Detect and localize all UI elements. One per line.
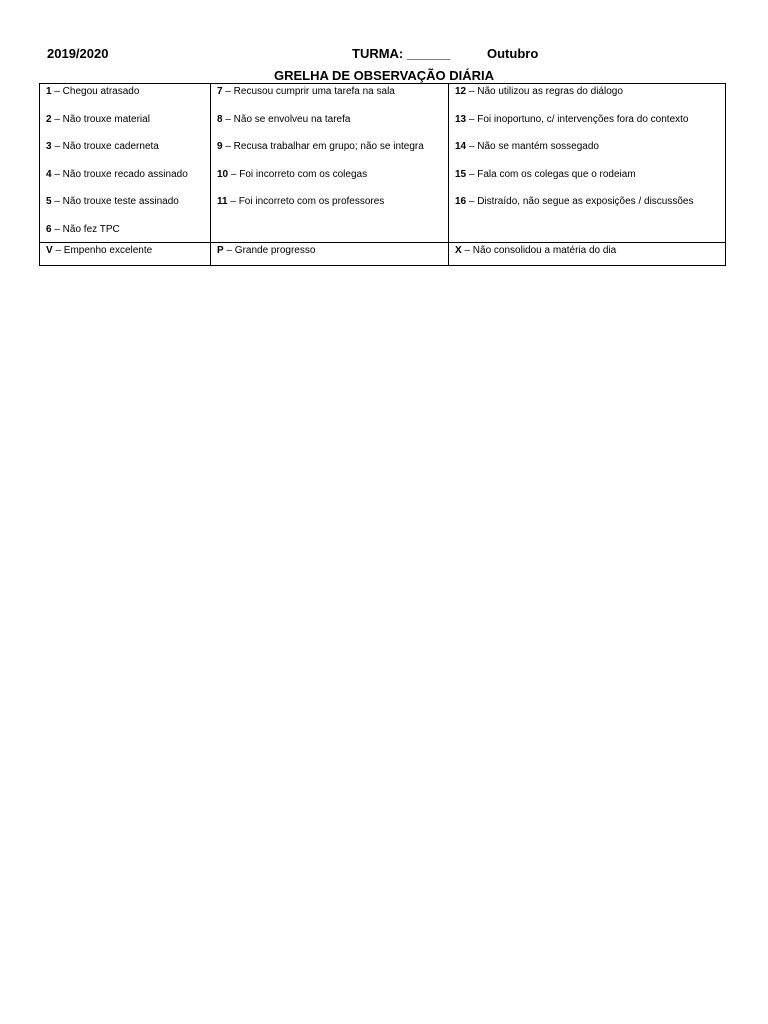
criterion-item xyxy=(46,196,204,224)
criterion-number: 2 xyxy=(46,113,52,125)
school-year: 2019/2020 xyxy=(47,46,109,61)
criterion-item xyxy=(217,86,442,114)
criteria-column-1 xyxy=(40,84,211,243)
criterion-number: 11 xyxy=(217,196,228,207)
criterion-text: – Não trouxe teste assinado xyxy=(51,196,179,207)
criterion-text: – Não trouxe recado assinado xyxy=(51,168,188,180)
criterion-number: 7 xyxy=(217,86,223,97)
criterion-text: – Recusou cumprir uma tarefa na sala xyxy=(222,86,395,97)
observation-grid xyxy=(39,83,726,266)
criterion-text: – Distraído, não segue as exposições / discussões xyxy=(466,196,694,207)
criterion-text: – Não trouxe caderneta xyxy=(51,141,159,152)
criterion-text: – Foi incorreto com os colegas xyxy=(228,168,368,180)
legend-text: – Grande progresso xyxy=(223,244,316,256)
criterion-number: 12 xyxy=(455,86,467,97)
criterion-text: – Foi inoportuno, c/ intervenções fora do contexto xyxy=(466,113,689,125)
criterion-text: – Não se mantém sossegado xyxy=(466,141,599,152)
criterion-item xyxy=(455,169,719,197)
document-title-text: GRELHA DE OBSERVAÇÃO DIÁRIA xyxy=(273,68,495,83)
criterion-item xyxy=(455,86,719,114)
criterion-item xyxy=(217,141,442,169)
criterion-number: 13 xyxy=(455,113,467,125)
criterion-text: – Não utilizou as regras do diálogo xyxy=(466,86,623,97)
criterion-item xyxy=(46,169,204,197)
criterion-number: 16 xyxy=(455,196,467,207)
criterion-item xyxy=(46,224,204,238)
criterion-item xyxy=(455,196,719,210)
legend-text: – Não consolidou a matéria do dia xyxy=(461,244,617,256)
criterion-number: 6 xyxy=(46,223,52,235)
criterion-item xyxy=(217,114,442,142)
legend-cell xyxy=(40,242,211,265)
criterion-text: – Fala com os colegas que o rodeiam xyxy=(466,168,636,180)
criterion-text: – Não fez TPC xyxy=(51,223,120,235)
legend-code: X xyxy=(455,244,462,256)
legend-text: – Empenho excelente xyxy=(52,244,153,256)
criterion-number: 5 xyxy=(46,196,52,207)
criterion-number: 1 xyxy=(46,86,52,97)
criterion-number: 8 xyxy=(217,113,223,125)
criteria-row xyxy=(40,84,726,243)
criterion-item xyxy=(455,114,719,142)
criterion-text: – Não se envolveu na tarefa xyxy=(222,113,351,125)
criterion-item xyxy=(455,141,719,169)
legend-code: P xyxy=(217,244,224,256)
criterion-number: 9 xyxy=(217,141,223,152)
document-title xyxy=(0,68,768,83)
legend-row xyxy=(40,242,726,265)
legend-cell xyxy=(449,242,726,265)
criteria-column-3 xyxy=(449,84,726,243)
criterion-text: – Chegou atrasado xyxy=(51,86,140,97)
criterion-item xyxy=(46,86,204,114)
criterion-text: – Não trouxe material xyxy=(51,113,150,125)
legend-cell xyxy=(211,242,449,265)
criterion-item xyxy=(46,141,204,169)
document-header xyxy=(0,46,768,66)
criterion-number: 4 xyxy=(46,168,52,180)
month-label: Outubro xyxy=(487,46,539,61)
criterion-text: – Recusa trabalhar em grupo; não se integra xyxy=(222,141,424,152)
criteria-column-2 xyxy=(211,84,449,243)
criterion-item xyxy=(217,169,442,197)
class-field: TURMA: ______ xyxy=(352,46,451,61)
criterion-number: 15 xyxy=(455,168,467,180)
criterion-number: 3 xyxy=(46,141,52,152)
criterion-number: 14 xyxy=(455,141,467,152)
criterion-number: 10 xyxy=(217,168,229,180)
legend-code: V xyxy=(46,244,53,256)
criterion-item xyxy=(46,114,204,142)
criterion-text: – Foi incorreto com os professores xyxy=(227,196,385,207)
criterion-item xyxy=(217,196,442,210)
